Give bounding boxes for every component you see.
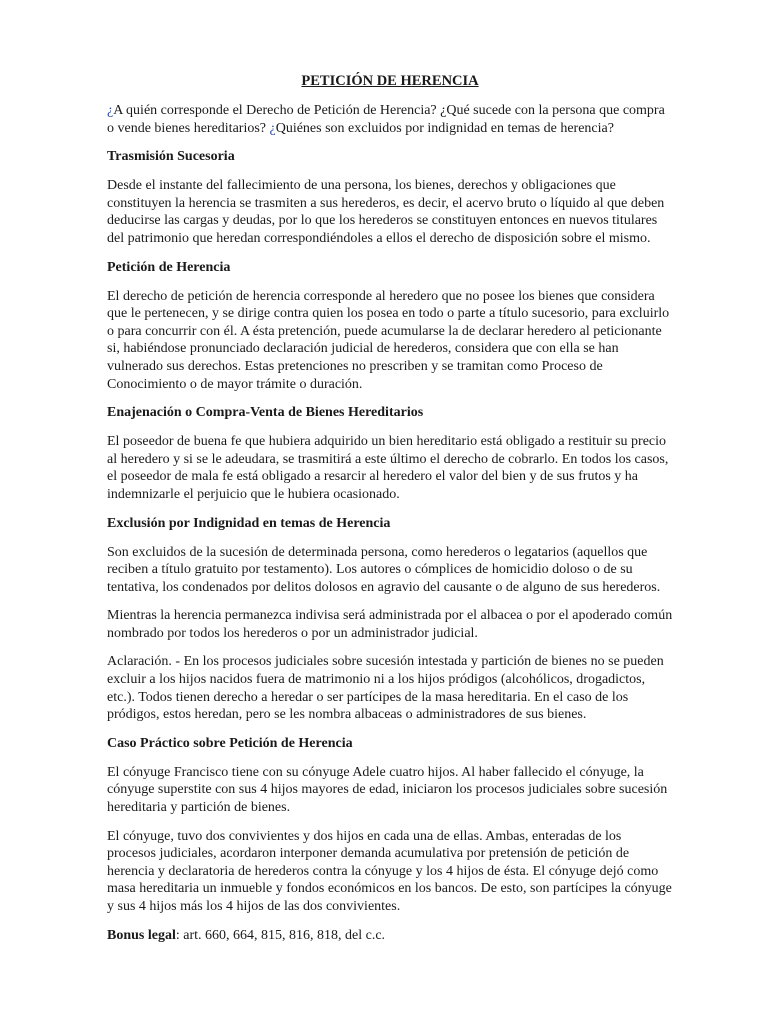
intro-questions <box>107 102 673 137</box>
bonus-legal <box>107 927 673 945</box>
intro-question-text: Quiénes son excluidos por indignidad en temas de herencia? <box>275 120 614 136</box>
section-paragraph: Aclaración. - En los procesos judiciales sobre sucesión intestada y partición de bienes no se pueden excluir a los hijos nacidos fuera de matrimonio ni a los hijos pródigos (alcohólicos, drogadictos, etc.). Todos tienen derecho a heredar o ser partícipes de la masa hereditaria. En el caso de los pródigos, estos heredan, pero se les nombra albaceas o administradores de sus bienes. <box>107 654 664 723</box>
section-paragraph: El poseedor de buena fe que hubiera adquirido un bien hereditario está obligado a restituir su precio al heredero y si se le adeudara, se trasmitirá a este último el derecho de cobrarlo. En todos los casos, el poseedor de mala fe está obligado a resarcir al heredero el valor del bien y de sus frutos y ha indemnizarle el perjuicio que le hubiera ocasionado. <box>107 434 669 502</box>
section-heading: Trasmisión Sucesoria <box>107 149 235 165</box>
section-heading: Exclusión por Indignidad en temas de Herencia <box>107 515 391 531</box>
document-content <box>107 72 673 955</box>
intro-question-text: A quién corresponde el Derecho de Petición de Herencia? ¿Qué sucede con la persona que compra o vende bienes hereditarios? <box>107 103 665 136</box>
inverted-question-mark: ¿ <box>269 120 276 136</box>
inverted-question-mark: ¿ <box>107 103 114 118</box>
section-paragraph: El derecho de petición de herencia corresponde al heredero que no posee los bienes que considera que le pertenecen, y se dirige contra quien los posea en todo o parte a título sucesorio, para excluirlo o para concurrir con él. A ésta pretención, puede acumularse la de declarar heredero al peticionante si, habiéndose pronunciado declaración judicial de herederos, considera que con ella se han vulnerado sus derechos. Estas pretenciones no prescriben y se tramitan como Proceso de Conocimiento o de mayor trámite o duración. <box>107 288 670 392</box>
section-paragraph: Son excluidos de la sucesión de determinada persona, como herederos o legatarios (aquellos que reciben a título gratuito por testamento). Los autores o cómplices de homicidio doloso o de su tentativa, los condenados por delitos dolosos en agravio del causante o de alguno de sus herederos. <box>107 544 661 595</box>
bonus-label: Bonus legal <box>107 927 176 943</box>
section-paragraph: El cónyuge, tuvo dos convivientes y dos hijos en cada una de ellas. Ambas, enteradas de los procesos judiciales, acordaron interponer demanda acumulativa por pretensión de petición de herencia y declaratoria de herederos contra la cónyuge y los 4 hijos de ésta. El cónyuge dejó como masa hereditaria un inmueble y fondos económicos en los bancos. De esto, son partícipes la cónyuge y sus 4 hijos más los 4 hijos de las dos convivientes. <box>107 828 672 914</box>
section-paragraph: Desde el instante del fallecimiento de una persona, los bienes, derechos y obligaciones que constituyen la herencia se trasmiten a sus herederos, es decir, el acervo bruto o líquido al que deben deducirse las cargas y deudas, por lo que los herederos se constituyen entonces en nuevos titulares del patrimonio que heredan correspondiéndoles a ellos el derecho de disposición sobre el mismo. <box>107 178 665 246</box>
section-heading: Enajenación o Compra-Venta de Bienes Hereditarios <box>107 405 424 421</box>
section-heading: Petición de Herencia <box>107 259 231 275</box>
section-paragraph: Mientras la herencia permanezca indivisa será administrada por el albacea o por el apoderado común nombrado por todos los herederos o por un administrador judicial. <box>107 608 673 641</box>
document-title: PETICIÓN DE HERENCIA <box>301 73 479 89</box>
section-paragraph: El cónyuge Francisco tiene con su cónyuge Adele cuatro hijos. Al haber fallecido el cónyuge, la cónyuge superstite con sus 4 hijos mayores de edad, iniciaron los procesos judiciales sobre sucesión hereditaria y partición de bienes. <box>107 764 668 816</box>
bonus-text: : art. 660, 664, 815, 816, 818, del c.c. <box>175 927 386 943</box>
section-heading: Caso Práctico sobre Petición de Herencia <box>107 735 353 751</box>
